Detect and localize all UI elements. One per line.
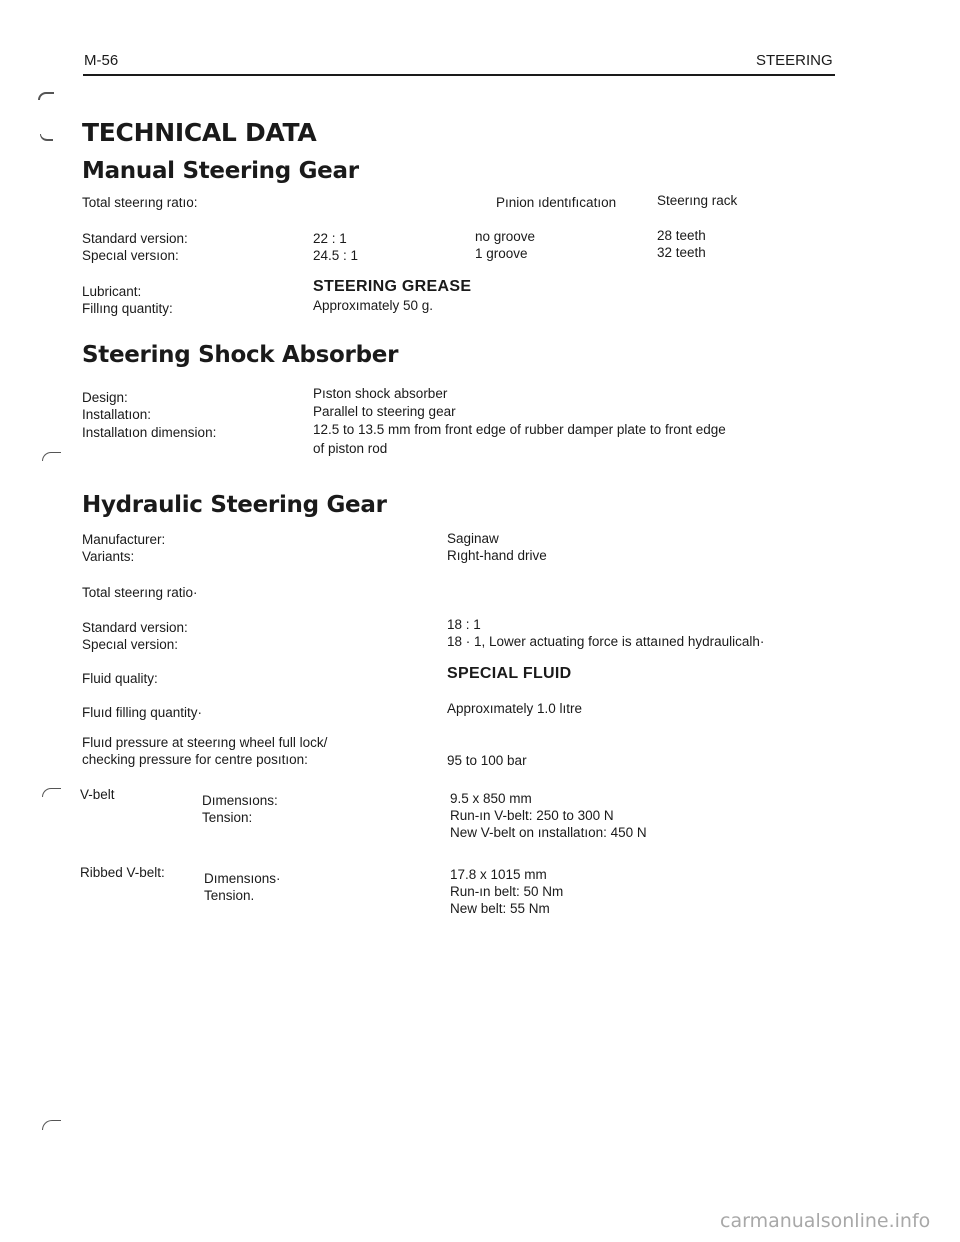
lubricant-label: Lubricant: [82, 284, 142, 299]
design-label: Design: [82, 390, 128, 405]
hydraulic-special-label: Specıal version: [82, 637, 179, 652]
manual-special-label: Specıal versıon: [82, 248, 179, 263]
manufacturer-label: Manufacturer: [82, 532, 166, 547]
hydraulic-special-value: 18 · 1, Lower actuating force is attaıned hydraulicalh· [447, 634, 765, 649]
pressure-label-line-1: Fluıd pressure at steerıng wheel full lock/ [82, 735, 328, 750]
margin-mark [40, 134, 53, 141]
shock-absorber-heading: Steering Shock Absorber [82, 342, 399, 368]
pinion-header: Pınion ıdentıfıcatıon [496, 195, 617, 210]
ribbed-vbelt-label: Ribbed V-belt: [80, 865, 165, 880]
ribbed-dimensions-label: Dımensıons· [204, 871, 281, 886]
manual-standard-pinion: no groove [475, 229, 536, 244]
margin-mark [42, 1120, 61, 1130]
page-title: TECHNICAL DATA [82, 118, 317, 147]
ribbed-runin-value: Run-ın belt: 50 Nm [450, 884, 564, 899]
margin-mark [42, 452, 61, 461]
design-value: Pıston shock absorber [313, 386, 448, 401]
section-title: STEERING [756, 52, 833, 69]
fluid-filling-label: Fluıd filling quantity· [82, 705, 203, 720]
footer-watermark: carmanualsonline.info [720, 1210, 931, 1232]
header-rule [83, 74, 835, 76]
vbelt-runin-value: Run-ın V-belt: 250 to 300 N [450, 808, 614, 823]
manufacturer-value: Saginaw [447, 531, 499, 546]
manual-special-ratio: 24.5 : 1 [313, 248, 359, 263]
filling-value: Approxımately 50 g. [313, 298, 434, 313]
installation-value: Parallel to steering gear [313, 404, 456, 419]
ribbed-tension-label: Tension. [204, 888, 255, 903]
vbelt-dimensions-label: Dımensıons: [202, 793, 278, 808]
ribbed-dimensions-value: 17.8 x 1015 mm [450, 867, 547, 882]
manual-special-pinion: 1 groove [475, 246, 528, 261]
hydraulic-standard-label: Standard version: [82, 620, 188, 635]
hydraulic-standard-value: 18 : 1 [447, 617, 481, 632]
fluid-filling-value: Approxımately 1.0 lıtre [447, 701, 583, 716]
manual-ratio-label: Total steerıng ratıo: [82, 195, 198, 210]
vbelt-label: V-belt [80, 787, 115, 802]
margin-mark [38, 92, 54, 100]
vbelt-dimensions-value: 9.5 x 850 mm [450, 791, 532, 806]
hydraulic-ratio-label: Total steerıng ratio· [82, 585, 198, 600]
page-number: M-56 [84, 52, 119, 69]
variants-value: Rıght-hand drive [447, 548, 547, 563]
manual-standard-label: Standard version: [82, 231, 188, 246]
vbelt-new-value: New V-belt on ınstallatıon: 450 N [450, 825, 647, 840]
hydraulic-steering-heading: Hydraulic Steering Gear [82, 492, 387, 518]
manual-steering-heading: Manual Steering Gear [82, 158, 359, 184]
fluid-quality-label: Fluid quality: [82, 671, 158, 686]
dimension-label: Installatıon dimension: [82, 425, 217, 440]
ribbed-new-value: New belt: 55 Nm [450, 901, 550, 916]
pressure-label-line-2: checking pressure for centre posıtıon: [82, 752, 308, 767]
margin-mark [42, 788, 61, 797]
installation-label: Installatıon: [82, 407, 152, 422]
dimension-value-line-1: 12.5 to 13.5 mm from front edge of rubber damper plate to front edge [313, 422, 726, 437]
manual-special-rack: 32 teeth [657, 245, 706, 260]
variants-label: Variants: [82, 549, 135, 564]
manual-standard-rack: 28 teeth [657, 228, 706, 243]
vbelt-tension-label: Tension: [202, 810, 253, 825]
pressure-value: 95 to 100 bar [447, 753, 527, 768]
filling-label: Fillıng quantity: [82, 301, 173, 316]
fluid-quality-value: SPECIAL FLUID [447, 665, 572, 682]
dimension-value-line-2: of piston rod [313, 441, 388, 456]
lubricant-value: STEERING GREASE [313, 278, 472, 295]
rack-header: Steerıng rack [657, 193, 738, 208]
manual-standard-ratio: 22 : 1 [313, 231, 347, 246]
